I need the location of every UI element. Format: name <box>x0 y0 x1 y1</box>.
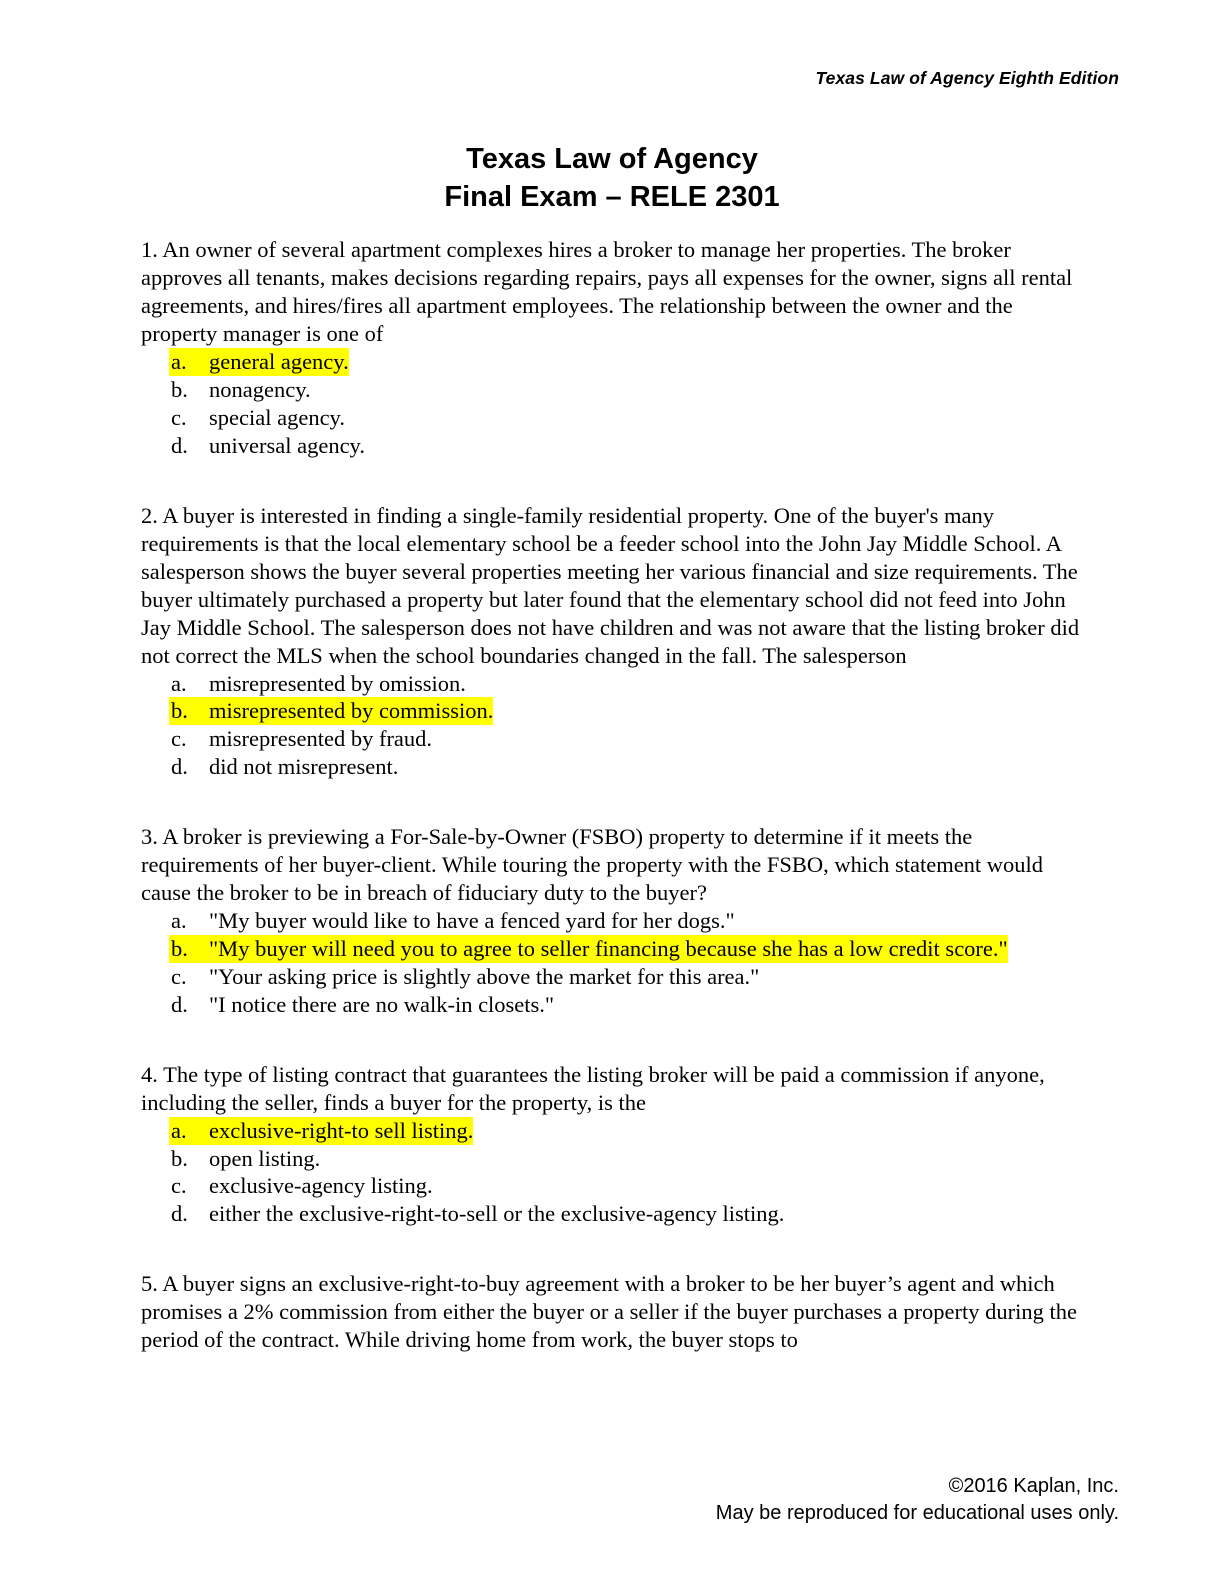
choice-a[interactable] <box>141 670 1083 698</box>
choice-letter: a. <box>169 348 209 376</box>
choice-a[interactable] <box>141 907 1083 935</box>
choice-text: misrepresented by omission. <box>209 670 466 696</box>
question-text: 3. A broker is previewing a For-Sale-by-Owner (FSBO) property to determine if it meets the requirements of her buyer-client. While touring the property with the FSBO, which statement would cause the broker to be in breach of fiduciary duty to the buyer? <box>141 824 1044 906</box>
title-line-2: Final Exam – RELE 2301 <box>444 181 780 214</box>
choice-a[interactable] <box>141 1117 1083 1145</box>
choice-list <box>141 670 1083 782</box>
choice-list <box>141 1117 1083 1229</box>
choice-text: "My buyer will need you to agree to seller financing because she has a low credit score." <box>209 936 1008 962</box>
copyright-line: ©2016 Kaplan, Inc. <box>948 1474 1119 1497</box>
choice-text: misrepresented by commission. <box>209 698 494 724</box>
question-block <box>141 236 1083 460</box>
choice-letter: d. <box>171 432 188 458</box>
choice-letter: c. <box>171 404 187 430</box>
choice-c[interactable] <box>141 1172 1083 1200</box>
choice-letter: b. <box>171 376 188 402</box>
reproduction-notice: May be reproduced for educational uses only. <box>715 1502 1119 1525</box>
choice-text: exclusive-agency listing. <box>209 1173 433 1199</box>
choice-d[interactable] <box>141 991 1083 1019</box>
choice-b[interactable] <box>141 935 1083 963</box>
choice-a[interactable] <box>141 348 1083 376</box>
choice-letter: c. <box>171 963 187 989</box>
choice-text: "I notice there are no walk-in closets." <box>209 991 555 1017</box>
question-block <box>141 502 1083 782</box>
running-header: Texas Law of Agency Eighth Edition <box>815 68 1119 88</box>
question-text: 2. A buyer is interested in finding a single-family residential property. One of the buyer's many requirements is that the local elementary school be a feeder school into the John Jay Middle School. A salesperson shows the buyer several properties meeting her various financial and size requirements. The buyer ultimately purchased a property but later found that the elementary school did not feed into John Jay Middle School. The salesperson does not have children and was not aware that the listing broker did not correct the MLS when the school boundaries changed in the fall. The salesperson <box>141 502 1080 668</box>
choice-list <box>141 907 1083 1019</box>
choice-text: universal agency. <box>209 432 365 458</box>
question-block <box>141 1270 1083 1354</box>
choice-letter: d. <box>171 1201 188 1227</box>
choice-d[interactable] <box>141 1200 1083 1228</box>
choice-text: "Your asking price is slightly above the market for this area." <box>209 963 760 989</box>
question-block <box>141 823 1083 1019</box>
choice-b[interactable] <box>141 1145 1083 1173</box>
choice-text: special agency. <box>209 404 345 430</box>
choice-letter: c. <box>171 1173 187 1199</box>
choice-text: either the exclusive-right-to-sell or the exclusive-agency listing. <box>209 1201 785 1227</box>
choice-letter: d. <box>171 991 188 1017</box>
choice-letter: b. <box>171 1145 188 1171</box>
question-text: 1. An owner of several apartment complexes hires a broker to manage her properties. The broker approves all tenants, makes decisions regarding repairs, pays all expenses for the owner, signs all rental agreements, and hires/fires all apartment employees. The relationship between the owner and the property manager is one of <box>141 237 1073 346</box>
choice-text: nonagency. <box>209 376 311 402</box>
title-line-1: Texas Law of Agency <box>466 143 758 175</box>
choice-text: general agency. <box>209 349 349 374</box>
choice-c[interactable] <box>141 404 1083 432</box>
choice-letter: a. <box>171 908 187 934</box>
choice-b[interactable] <box>141 376 1083 404</box>
choice-text: exclusive-right-to sell listing. <box>209 1117 474 1143</box>
question-text: 5. A buyer signs an exclusive-right-to-buy agreement with a broker to be her buyer’s agent and which promises a 2% commission from either the buyer or a seller if the buyer purchases a property during the period of the contract. While driving home from work, the buyer stops to <box>141 1271 1077 1353</box>
choice-text: open listing. <box>209 1145 321 1171</box>
choice-text: did not misrepresent. <box>209 754 399 780</box>
choice-letter: b. <box>169 935 209 963</box>
choice-c[interactable] <box>141 963 1083 991</box>
choice-letter: a. <box>171 670 187 696</box>
choice-text: "My buyer would like to have a fenced yard for her dogs." <box>209 908 735 934</box>
choice-d[interactable] <box>141 432 1083 460</box>
choice-letter: b. <box>169 697 209 725</box>
choice-list <box>141 348 1083 460</box>
choice-letter: a. <box>169 1117 209 1145</box>
question-block <box>141 1061 1083 1229</box>
page-footer <box>716 1473 1119 1528</box>
choice-text: misrepresented by fraud. <box>209 726 433 752</box>
choice-letter: d. <box>171 754 188 780</box>
choice-letter: c. <box>171 726 187 752</box>
choice-b[interactable] <box>141 697 1083 725</box>
choice-c[interactable] <box>141 725 1083 753</box>
choice-d[interactable] <box>141 753 1083 781</box>
exam-questions <box>141 236 1083 1396</box>
question-text: 4. The type of listing contract that guarantees the listing broker will be paid a commission if anyone, including the seller, finds a buyer for the property, is the <box>141 1061 1045 1115</box>
page-title <box>0 140 1224 217</box>
